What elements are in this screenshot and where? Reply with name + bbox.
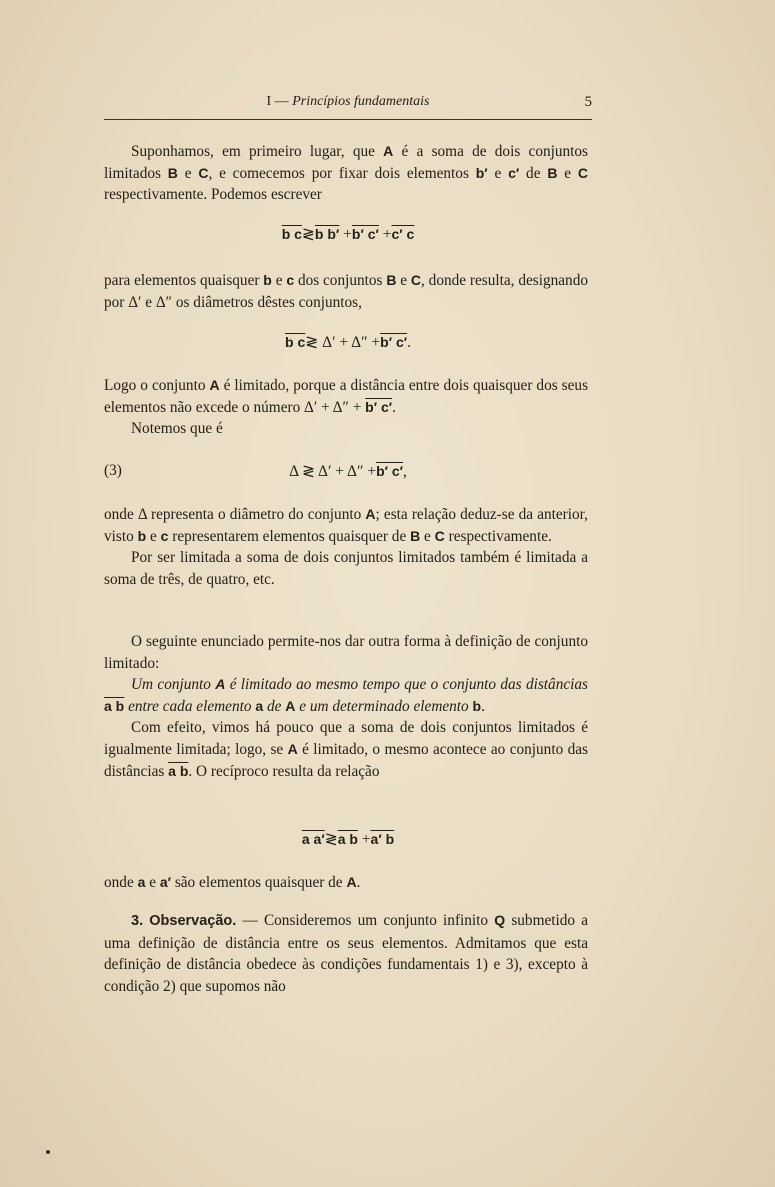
text-span: b b′: [314, 226, 340, 242]
formula: [104, 462, 592, 481]
text-span: A: [383, 143, 394, 159]
text-span: c: [286, 272, 295, 288]
text-span: B: [410, 527, 421, 544]
paragraph: [104, 631, 588, 782]
text-span: submetido a uma definição de distância entre os seus elementos. Admitamos que esta definição de distância obedece às condições fundamentais 1) e 3), excepto à condição 2) que supomos não: [104, 912, 589, 995]
chapter-title: [104, 94, 592, 110]
text-span: A: [346, 874, 357, 890]
text-span: são elementos quaisquer de: [174, 874, 343, 891]
text-span: respectivamente. Podemos escrever: [104, 186, 322, 204]
formula: [104, 830, 592, 849]
text-span: Notemos que é: [131, 420, 223, 438]
paragraph: [104, 270, 588, 313]
text-span: representarem elementos quaisquer de: [172, 527, 407, 545]
text-span: Com efeito, vimos há pouco que a soma de dois conjuntos limitados é igualmente limitada; logo, se: [104, 719, 588, 758]
text-span: — Consideremos um conjunto infinito: [242, 912, 489, 929]
text-span: b′ c′: [365, 398, 393, 415]
theorem-statement: [104, 674, 588, 717]
text-span: é a soma de dois conjuntos limitados: [104, 143, 589, 182]
text-span: de: [526, 164, 541, 182]
text-span: a b: [168, 762, 189, 779]
text-span: respectivamente.: [448, 527, 552, 545]
text-span: Q: [494, 912, 506, 928]
text-span: entre cada elemento: [128, 697, 252, 715]
text-span: é limitado, o mesmo acontece ao conjunto das distâncias: [104, 740, 588, 780]
text-span: e um determinado elemento: [299, 697, 469, 715]
text-span: Um conjunto: [131, 676, 211, 694]
text-span: onde Δ representa o diâmetro do conjunto: [104, 506, 362, 523]
text-span: +: [361, 831, 371, 848]
text-span: B: [386, 272, 397, 288]
text-span: . O recíproco resulta da relação: [188, 762, 380, 780]
text-span: a: [137, 874, 146, 890]
text-span: a′ b: [370, 831, 395, 847]
text-span: .: [481, 697, 485, 715]
text-span: a a′: [301, 831, 325, 847]
formula: [104, 333, 592, 352]
text-span: Princípios fundamentais: [292, 94, 430, 109]
text-span: e: [184, 164, 192, 182]
text-span: c′ c: [391, 226, 415, 242]
text-span: e: [494, 164, 502, 182]
text-span: ≷: [301, 226, 315, 243]
page-number: 5: [584, 94, 592, 110]
text-span: ≷: [324, 831, 338, 848]
text-span: b c: [281, 226, 302, 242]
text-span: b c: [285, 334, 306, 350]
section-number: 3.: [131, 913, 144, 929]
text-span: c: [160, 527, 169, 544]
text-span: e: [424, 527, 431, 545]
paragraph: [104, 872, 588, 894]
text-span: ; esta relação deduz-se da anterior, visto: [104, 506, 588, 545]
text-span: C: [577, 164, 588, 181]
paragraph: [104, 504, 588, 590]
formula: [104, 225, 592, 244]
text-span: , e comecemos por fixar dois elementos: [208, 164, 469, 182]
paper-speck: [46, 1150, 50, 1154]
text-span: c′: [508, 164, 520, 181]
text-span: A: [365, 506, 376, 522]
section-paragraph: [104, 910, 588, 997]
equation-number: (3): [104, 462, 122, 479]
header-rule: [104, 119, 592, 120]
text-span: C: [198, 164, 209, 181]
text-span: a: [255, 697, 264, 714]
text-span: b: [137, 527, 147, 544]
text-span: +: [343, 226, 352, 243]
text-span: Por ser limitada a soma de dois conjuntos limitados também é limitada a soma de três, de quatro, etc.: [104, 549, 588, 588]
text-span: de: [266, 697, 282, 715]
paragraph: [104, 141, 588, 206]
text-span: Logo o conjunto: [104, 377, 206, 394]
text-span: e: [275, 272, 283, 289]
section-title: Observação.: [149, 913, 237, 929]
text-span: b′ c′: [380, 334, 408, 350]
text-span: para elementos quaisquer: [104, 272, 260, 289]
text-span: .: [407, 334, 411, 351]
text-span: dos conjuntos: [297, 272, 383, 289]
text-span: ≷ Δ′ + Δ″ +: [305, 334, 381, 351]
text-span: C: [434, 527, 445, 544]
text-span: O seguinte enunciado permite-nos dar outra forma à definição de conjunto limitado:: [104, 633, 588, 672]
text-span: +: [382, 226, 392, 243]
text-span: a b: [337, 831, 358, 847]
text-span: .: [356, 874, 361, 891]
text-span: b′ c′: [351, 226, 379, 242]
text-span: b: [472, 697, 482, 714]
text-span: B: [167, 164, 178, 181]
text-span: é limitado ao mesmo tempo que o conjunto das distâncias: [229, 676, 588, 694]
text-span: b′: [475, 164, 488, 181]
text-span: I —: [266, 94, 289, 109]
text-span: A: [285, 697, 296, 714]
text-span: e: [149, 527, 157, 545]
text-span: A: [287, 740, 298, 757]
text-span: Δ ≷ Δ′ + Δ″ +: [289, 463, 377, 480]
text-span: e: [400, 272, 408, 289]
text-span: A: [215, 676, 226, 693]
paragraph: [104, 375, 588, 440]
text-span: C: [410, 272, 422, 288]
text-span: .: [392, 398, 396, 416]
text-span: onde: [104, 874, 134, 891]
text-span: A: [209, 377, 220, 393]
text-span: a′: [159, 874, 171, 890]
text-span: B: [547, 164, 558, 181]
text-span: é limitado, porque a distância entre dois quaisquer dos seus elementos não excede o número Δ′ + Δ″ +: [104, 377, 589, 416]
text-span: b′ c′: [376, 463, 404, 479]
text-span: a b: [104, 697, 125, 714]
text-span: ,: [403, 463, 407, 480]
text-span: , donde resulta, designando por Δ′ e Δ″ os diâmetros dêstes conjuntos,: [104, 272, 588, 311]
text-span: Suponhamos, em primeiro lugar, que: [131, 143, 375, 160]
running-header: [104, 92, 592, 114]
text-span: e: [149, 874, 156, 891]
text-span: b: [263, 272, 272, 288]
text-span: e: [564, 164, 572, 182]
